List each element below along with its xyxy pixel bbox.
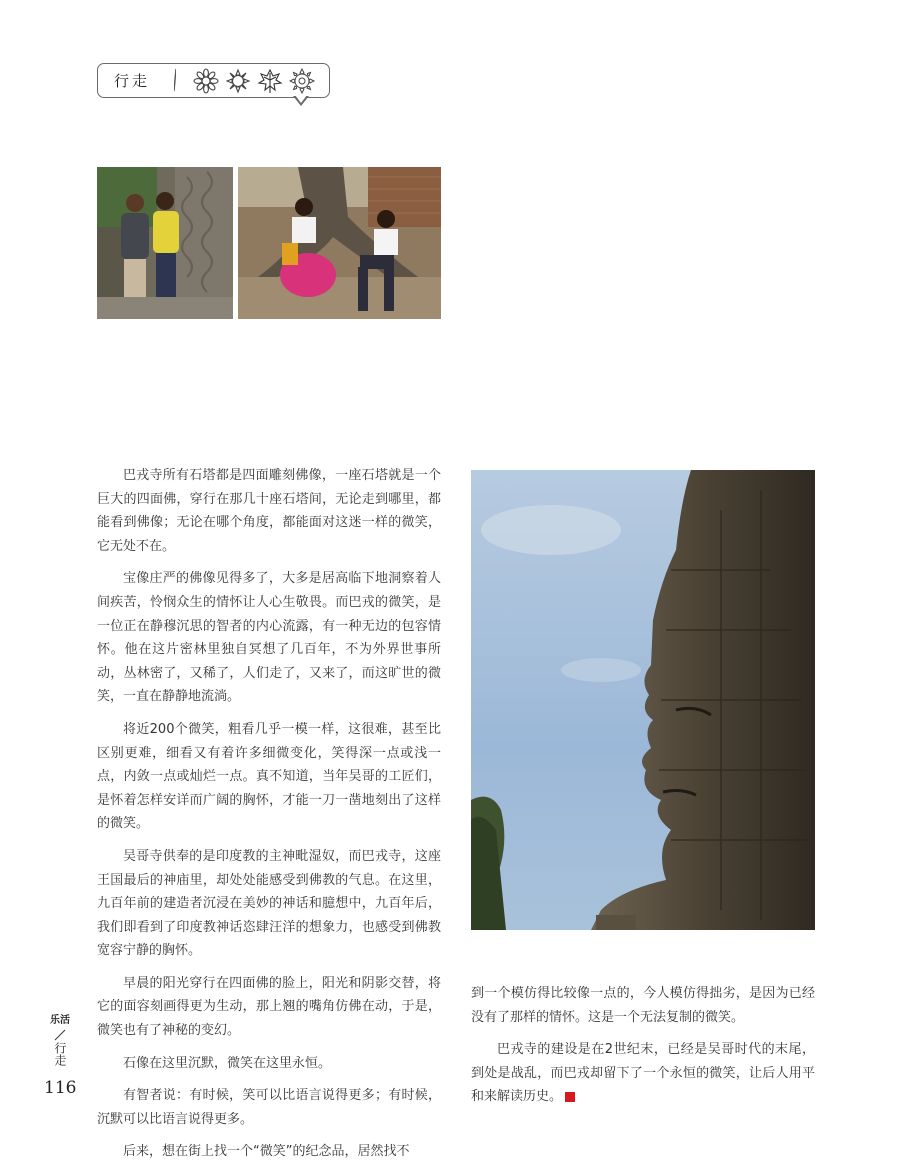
ornament-row	[193, 68, 315, 94]
section-title: 行走	[114, 72, 151, 90]
paragraph-continuation: 到一个模仿得比较像一点的，今人模仿得拙劣，是因为已经没有了那样的情怀。这是一个无法复制的微笑。	[471, 986, 815, 1025]
paragraph: 石像在这里沉默，微笑在这里永恒。	[123, 1055, 332, 1071]
sunflower-icon	[193, 68, 219, 94]
final-paragraph-text: 巴戎寺的建设是在2世纪末，已经是吴哥时代的末尾，到处是战乱，而巴戎却留下了一个永恒的微笑，让后人用平和来解读历史。	[471, 1042, 815, 1105]
slash-divider-icon	[174, 68, 176, 92]
right-text-column	[471, 982, 815, 1118]
paragraph: 吴哥寺供奉的是印度教的主神毗湿奴，而巴戎寺，这座王国最后的神庙里，却处处能感受到佛教的气息。在这里，九百年前的建造者沉浸在美妙的神话和臆想中，九百年后，我们即看到了印度教神话恣肆汪洋的想象力，也感受到佛教宽容宁静的胸怀。	[97, 848, 441, 959]
paragraph: 宝像庄严的佛像见得多了，大多是居高临下地洞察着人间疾苦，怜悯众生的情怀让人心生敬畏。而巴戎的微笑，是一位正在静穆沉思的智者的内心流露，有一种无边的包容情怀。他在这片密林里独自冥想了几百年，不为外界世事所动，丛林密了，又稀了，人们走了，又来了，而这旷世的微笑，一直在静静地流淌。	[97, 571, 441, 705]
leaf-icon	[257, 68, 283, 94]
paragraph: 巴戎寺所有石塔都是四面雕刻佛像，一座石塔就是一个巨大的四面佛，穿行在那几十座石塔间，无论走到哪里，都能看到佛像；无论在哪个角度，都能面对这迷一样的微笑，它无处不在。	[97, 468, 441, 554]
page-number: 116	[44, 1078, 77, 1098]
final-paragraph	[471, 1038, 815, 1109]
tab-pointer	[293, 96, 309, 106]
end-mark-icon	[565, 1092, 575, 1102]
paragraph: 早晨的阳光穿行在四面佛的脸上，阳光和阴影交替，将它的面容刻画得更为生动，那上翘的嘴角仿佛在动，于是，微笑也有了神秘的变幻。	[97, 975, 441, 1039]
two-girls-by-stone-wall-photo	[97, 167, 233, 319]
column-label-bottom: 行走	[53, 1042, 67, 1066]
paragraph: 将近200个微笑，粗看几乎一模一样，这很难，甚至比区别更难，细看又有着许多细微变化，笑得深一点或浅一点，内敛一点或灿烂一点。真不知道，当年吴哥的工匠们，是怀着怎样安详而广阔的胸怀，才能一刀一凿地刻出了这样的微笑。	[97, 721, 441, 832]
paragraph: 有智者说：有时候，笑可以比语言说得更多；有时候，沉默可以比语言说得更多。	[97, 1088, 441, 1127]
two-girls-under-banyan-tree-photo	[238, 167, 441, 319]
slash-divider-icon	[54, 1029, 66, 1041]
snowflake-flower-icon	[289, 68, 315, 94]
section-tab	[97, 63, 330, 98]
bayon-stone-face-profile-photo	[471, 470, 815, 930]
column-label-top: 乐活	[50, 1015, 70, 1026]
left-text-column	[97, 464, 441, 1173]
paragraph: 后来，想在街上找一个“微笑”的纪念品，居然找不	[123, 1144, 410, 1160]
column-label	[50, 1014, 70, 1066]
sun-icon	[225, 68, 251, 94]
